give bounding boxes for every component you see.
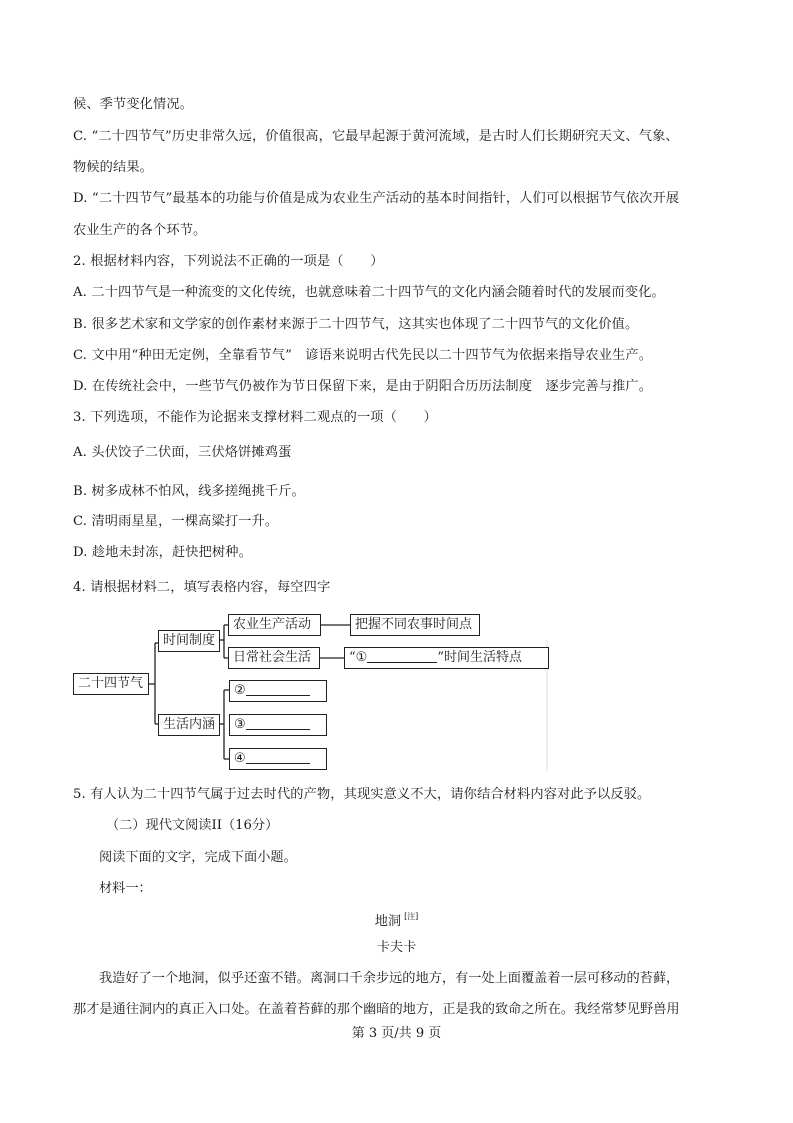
q3-option-d: D. 趁地未封冻，赶快把树种。: [73, 545, 252, 560]
text-line: 农业生产的各个环节。: [73, 223, 207, 238]
question-3: 3. 下列选项，不能作为论据来支撑材料二观点的一项（ ）: [73, 410, 437, 425]
blank-number: ②: [234, 683, 246, 698]
question-5: 5. 有人认为二十四节气属于过去时代的产物，其现实意义不大，请你结合材料内容对此予以反驳。: [73, 787, 651, 802]
q3-option-c: C. 清明雨星星，一棵高粱打一升。: [73, 514, 279, 529]
article-title: [0, 908, 793, 931]
q3-option-b: B. 树多成林不怕风，线多搓绳挑千斤。: [73, 484, 305, 499]
diagram-leaf-daily-life: [228, 647, 320, 669]
text-line: 物候的结果。: [73, 160, 154, 175]
diagram-root-label: 二十四节气: [78, 676, 144, 691]
diagram-result-agriculture: [350, 614, 480, 636]
title-footnote-mark: [注]: [404, 912, 419, 921]
option-d-text: D. “二十四节气”最基本的功能与价值是成为农业生产活动的基本时间指针，人们可以根据节气依次开展: [73, 191, 680, 206]
diagram-blank-box-4: [229, 748, 327, 770]
q2-option-b: B. 很多艺术家和文学家的创作素材来源于二十四节气，这其实也体现了二十四节气的文化价值。: [73, 317, 639, 332]
result-label: 把握不同农事时间点: [355, 617, 473, 632]
blank-number: ③: [234, 717, 246, 732]
blank-number: ④: [234, 751, 246, 766]
article-title-text: 地洞: [374, 914, 402, 929]
answer-blank-1[interactable]: [367, 648, 437, 663]
leaf-label: 农业生产活动: [233, 617, 312, 632]
answer-blank-2[interactable]: [246, 681, 310, 696]
branch-label: 生活内涵: [163, 717, 216, 732]
diagram-leaf-agriculture: [228, 614, 321, 636]
q2-option-a: A. 二十四节气是一种流变的文化传统，也就意味着二十四节气的文化内涵会随着时代的发展而变化。: [73, 285, 665, 300]
q2-option-d: D. 在传统社会中，一些节气仍被作为节日保留下来，是由于阴阳合历历法制度 逐步完善与推广。: [73, 379, 653, 394]
instructions: 阅读下面的文字，完成下面小题。: [99, 850, 297, 865]
paragraph-line: 我造好了一个地洞，似乎还蛮不错。离洞口千余步远的地方，有一处上面覆盖着一层可移动的苔藓，: [99, 971, 680, 986]
text-line: 候、季节变化情况。: [73, 97, 194, 112]
answer-blank-4[interactable]: [246, 749, 310, 764]
result-suffix: ”时间生活特点: [437, 650, 522, 665]
diagram-branch-life: [158, 714, 220, 736]
leaf-label: 日常社会生活: [233, 650, 312, 665]
q3-option-a: A. 头伏饺子二伏面，三伏烙饼摊鸡蛋: [73, 445, 292, 460]
result-prefix: “①: [349, 650, 368, 665]
article-author: 卡夫卡: [376, 940, 417, 955]
diagram-blank-box-2: [229, 680, 327, 702]
question-4: 4. 请根据材料二，填写表格内容，每空四字: [73, 580, 331, 595]
question-2: 2. 根据材料内容，下列说法不正确的一项是（ ）: [73, 254, 384, 269]
material-label: 材料一：: [99, 881, 152, 896]
page-footer: 第 3 页/共 9 页: [351, 1026, 442, 1041]
option-c-text: C. “二十四节气”历史非常久远，价值很高，它最早起源于黄河流域，是古时人们长期研究天文、气象、: [73, 129, 679, 144]
diagram-root: [73, 673, 149, 695]
paragraph-line: 那才是通往洞内的真正入口处。在盖着苔藓的那个幽暗的地方，正是我的致命之所在。我经常梦见野兽用: [73, 1002, 680, 1017]
diagram-result-daily-life: [344, 647, 549, 669]
answer-blank-3[interactable]: [246, 715, 310, 730]
diagram-blank-box-3: [229, 714, 327, 736]
branch-label: 时间制度: [163, 633, 216, 648]
section-heading: （二）现代文阅读II（16分）: [106, 818, 279, 833]
diagram-branch-time: [158, 630, 220, 652]
q2-option-c: C. 文中用“种田无定例，全靠看节气” 谚语来说明古代先民以二十四节气为依据来指导农业生产。: [73, 348, 653, 363]
